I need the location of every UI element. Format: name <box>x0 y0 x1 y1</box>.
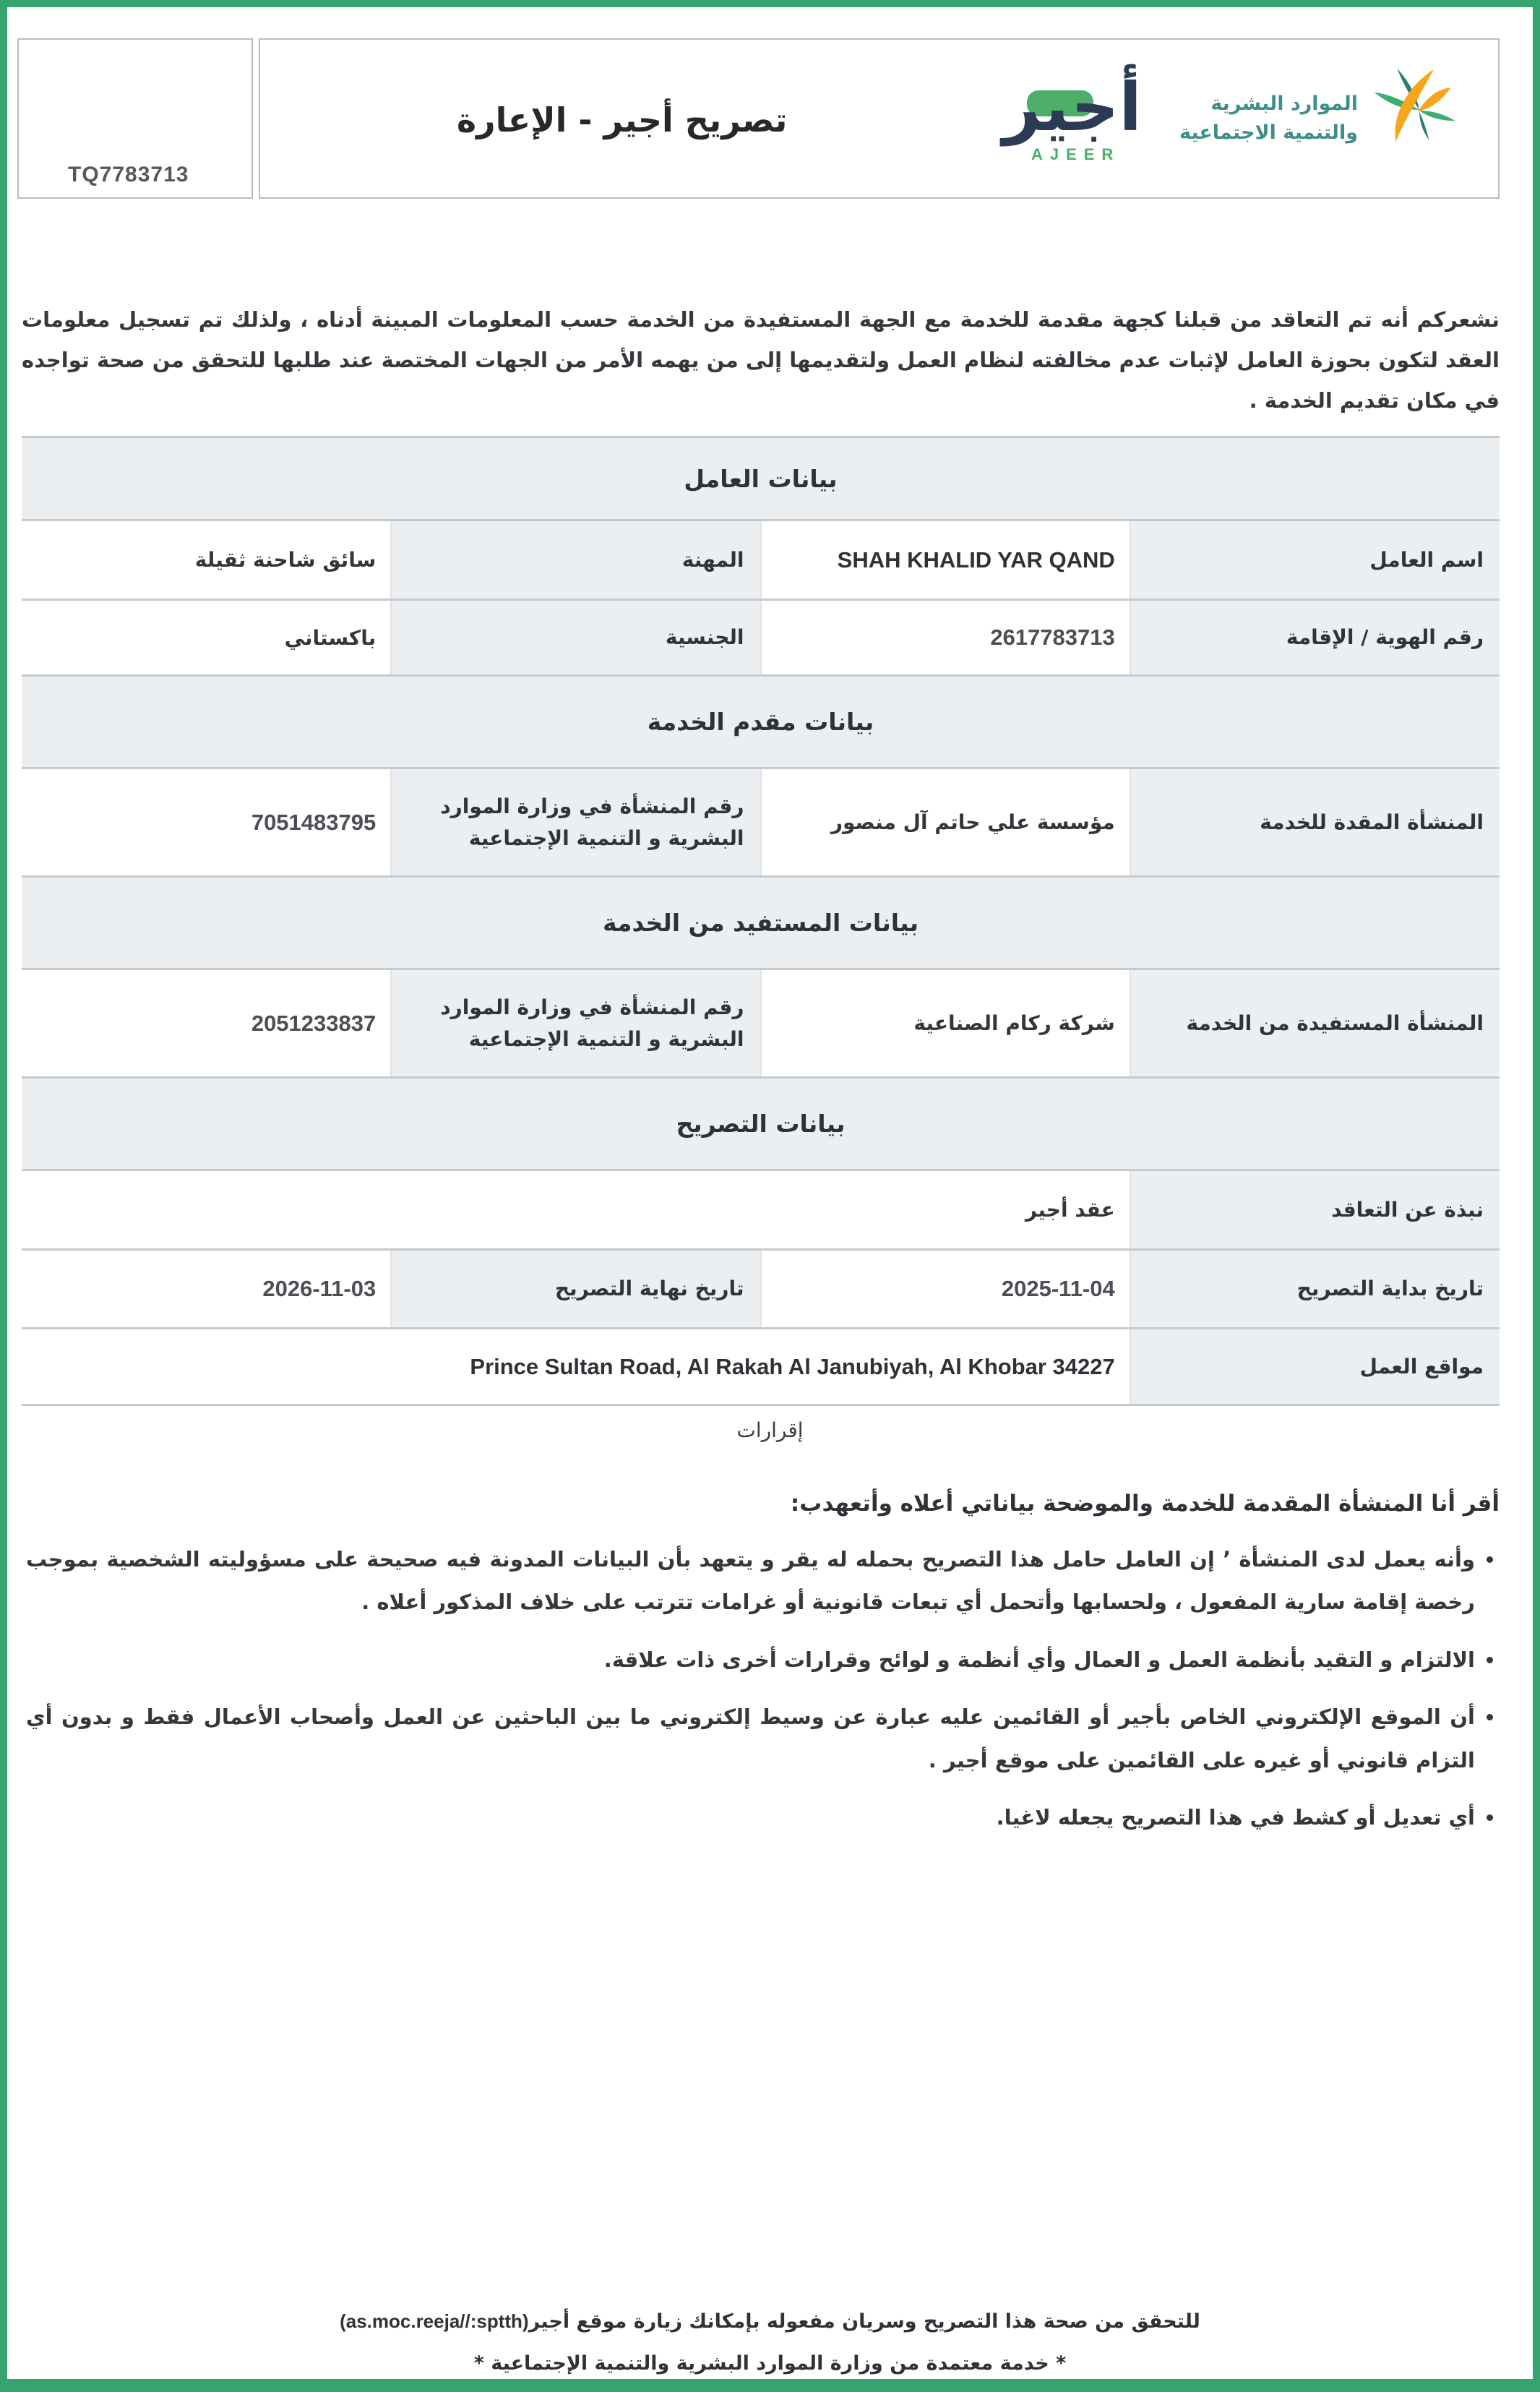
worker-name-value: SHAH KHALID YAR QAND <box>761 520 1130 600</box>
footer-verify-label: للتحقق من صحة هذا التصريح وسريان مفعوله بإمكانك زيارة موقع أجير <box>528 2310 1200 2333</box>
ministry-logo-text <box>1179 90 1358 148</box>
permit-section-title: بيانات التصريح <box>22 1078 1500 1170</box>
permit-dates-row <box>22 1250 1500 1329</box>
end-date-value: 2026-11-03 <box>22 1250 391 1329</box>
permit-section-row <box>22 1078 1500 1170</box>
worker-section-title: بيانات العامل <box>22 437 1500 520</box>
header-logos <box>1002 61 1479 176</box>
intro-line: نشعركم أنه تم التعاقد من قبلنا كجهة مقدمة للخدمة مع الجهة المستفيدة من الخدمة حسب المعلومات المبينة أدناه ، ولذلك تم تسجيل معلومات <box>22 307 1500 332</box>
ministry-emblem-icon <box>1365 61 1479 176</box>
ministry-name-line2: والتنمية الاجتماعية <box>1179 121 1358 144</box>
declaration-item: • أي تعديل أو كشط في هذا التصريح يجعله لاغيا. <box>22 1796 1475 1839</box>
declarations-section <box>22 1491 1500 1854</box>
provider-section-title: بيانات مقدم الخدمة <box>22 676 1500 768</box>
worker-section-row <box>22 437 1500 520</box>
beneficiary-establishment-label: المنشأة المستفيدة من الخدمة <box>1130 969 1500 1078</box>
contract-brief-row <box>22 1170 1500 1250</box>
id-number-value: 2617783713 <box>761 600 1130 676</box>
beneficiary-row <box>22 969 1500 1078</box>
document-title: تصريح أجير - الإعارة <box>457 100 788 140</box>
start-date-label: تاريخ بداية التصريح <box>1130 1250 1500 1329</box>
ajeer-logo-latin: AJEER <box>1031 145 1121 164</box>
permit-details-table <box>22 436 1500 1406</box>
beneficiary-establishment-value: شركة ركام الصناعية <box>761 969 1130 1078</box>
beneficiary-mol-number-value: 2051233837 <box>22 969 391 1078</box>
contract-brief-label: نبذة عن التعاقد <box>1130 1170 1500 1250</box>
profession-value: سائق شاحنة ثقيلة <box>22 520 391 600</box>
provider-mol-number-label: رقم المنشأة في وزارة الموارد البشرية و التنمية الإجتماعية <box>391 768 760 877</box>
header-box <box>259 38 1500 199</box>
ajeer-logo <box>1002 68 1142 165</box>
declaration-item: • أن الموقع الإلكتروني الخاص بأجير أو القائمين عليه عبارة عن وسيط إلكتروني ما بين الباحثين عن العمل وأصحاب الأعمال فقط و بدون أي التزام قانوني أو غيره على القائمين على موقع أجير . <box>22 1696 1475 1782</box>
beneficiary-section-title: بيانات المستفيد من الخدمة <box>22 877 1500 969</box>
intro-line: العقد لتكون بحوزة العامل لإثبات عدم مخالفته لنظام العمل ولتقديمها إلى من يهمه الأمر من الجهات المختصة عند طلبها للتحقق من صحة تواجده <box>22 348 1500 372</box>
permit-number-box <box>17 38 253 199</box>
profession-label: المهنة <box>391 520 760 600</box>
declarations-title: إقرارات <box>736 1418 804 1442</box>
worker-name-row <box>22 520 1500 600</box>
worker-id-row <box>22 600 1500 676</box>
contract-brief-value: عقد أجير <box>22 1170 1130 1250</box>
provider-row <box>22 768 1500 877</box>
work-locations-value: Prince Sultan Road, Al Rakah Al Janubiyah, Al Khobar 34227 <box>22 1329 1130 1405</box>
declaration-item: • الالتزام و التقيد بأنظمة العمل و العمال وأي أنظمة و لوائح وقرارات أخرى ذات علاقة. <box>22 1639 1475 1681</box>
beneficiary-mol-number-label: رقم المنشأة في وزارة الموارد البشرية و التنمية الإجتماعية <box>391 969 760 1078</box>
intro-line: في مكان تقديم الخدمة . <box>1249 388 1500 413</box>
worker-name-label: اسم العامل <box>1130 520 1500 600</box>
start-date-value: 2025-11-04 <box>761 1250 1130 1329</box>
end-date-label: تاريخ نهاية التصريح <box>391 1250 760 1329</box>
declarations-list <box>22 1538 1500 1840</box>
work-locations-row <box>22 1329 1500 1405</box>
provider-mol-number-value: 7051483795 <box>22 768 391 877</box>
provider-establishment-label: المنشأة المقدة للخدمة <box>1130 768 1500 877</box>
footer-approved-text: * خدمة معتمدة من وزارة الموارد البشرية والتنمية الإجتماعية * <box>473 2352 1067 2375</box>
provider-section-row <box>22 676 1500 768</box>
permit-number: TQ7783713 <box>68 163 189 187</box>
intro-paragraph <box>22 299 1500 421</box>
ministry-logo <box>1179 61 1479 176</box>
id-number-label: رقم الهوية / الإقامة <box>1130 600 1500 676</box>
nationality-label: الجنسية <box>391 600 760 676</box>
footer-verification-text <box>7 2310 1533 2333</box>
beneficiary-section-row <box>22 877 1500 969</box>
footer-verify-url: (as.moc.reeja//:sptth) <box>340 2310 529 2332</box>
declaration-item: • وأنه يعمل لدى المنشأة ’ إن العامل حامل هذا التصريح بحمله له يقر و يتعهد بأن البيانات المدونة فيه صحيحة على مسؤوليته الشخصية بموجب رخصة إقامة سارية المفعول ، ولحسابها وأتحمل أي تبعات قانونية أو غرامات تترتب على خلاف المذكور أعلاه . <box>22 1538 1475 1624</box>
ministry-name-line1: الموارد البشرية <box>1210 92 1358 115</box>
ajeer-logo-arabic: أجير <box>1002 68 1142 146</box>
declarations-heading: أقر أنا المنشأة المقدمة للخدمة والموضحة بياناتي أعلاه وأتعهدب: <box>790 1491 1500 1517</box>
nationality-value: باكستاني <box>22 600 391 676</box>
provider-establishment-value: مؤسسة علي حاتم آل منصور <box>761 768 1130 877</box>
work-locations-label: مواقع العمل <box>1130 1329 1500 1405</box>
